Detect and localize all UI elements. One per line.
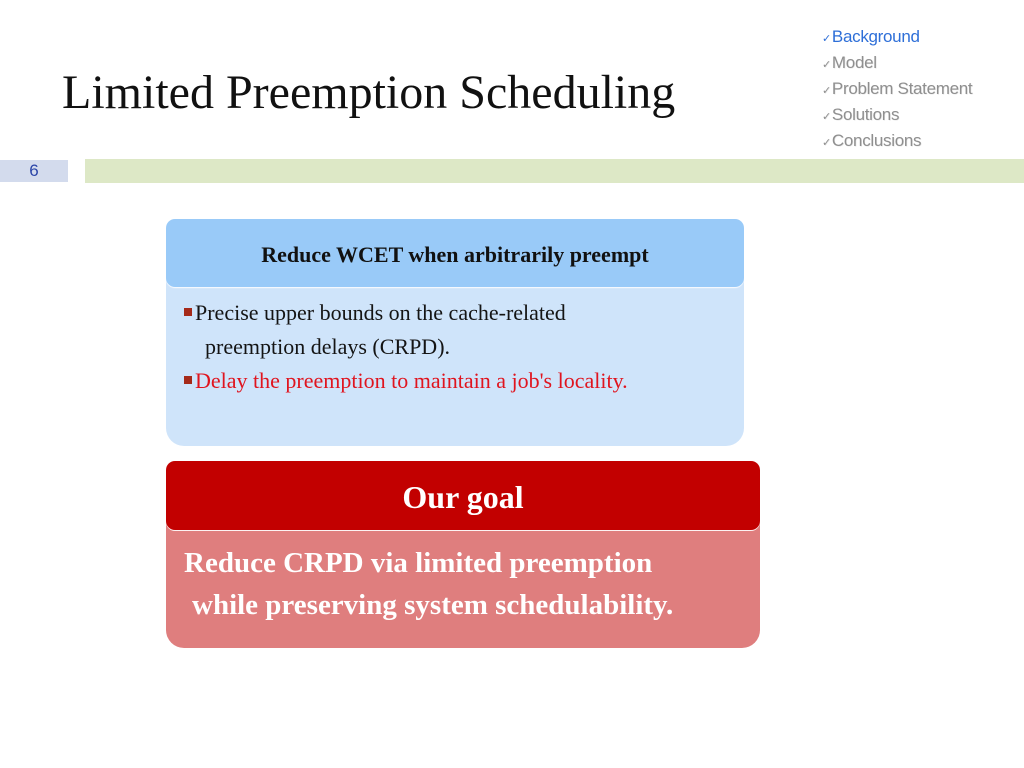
outline-item-label: Problem Statement: [831, 79, 973, 98]
outline-item-background[interactable]: [822, 25, 972, 51]
outline-item-solutions[interactable]: [822, 103, 972, 129]
bullet-square-icon: [184, 376, 192, 384]
header-divider-bar: [85, 159, 1024, 183]
checkmark-icon: ✓: [822, 111, 831, 123]
goal-text-line1: Reduce CRPD via limited preemption: [184, 547, 653, 579]
checkmark-icon: ✓: [822, 33, 831, 45]
outline-item-label: Solutions: [831, 105, 900, 124]
outline-item-label: Background: [831, 27, 920, 46]
bullet-text-continued: preemption delays (CRPD).: [205, 334, 451, 359]
outline-item-label: Model: [831, 53, 877, 72]
goal-box-heading: Our goal: [166, 461, 760, 530]
goal-text-line2: while preserving system schedulability.: [192, 589, 674, 621]
outline-item-model[interactable]: [822, 51, 972, 77]
bullet-text: Delay the preemption to maintain a job's locality.: [195, 368, 628, 393]
checkmark-icon: ✓: [822, 85, 831, 97]
outline-item-label: Conclusions: [831, 131, 922, 150]
page-number: 6: [0, 160, 68, 182]
bullet-item: [184, 296, 744, 364]
outline-item-conclusions[interactable]: [822, 129, 972, 155]
slide-title: Limited Preemption Scheduling: [62, 66, 676, 119]
wcet-box-heading: Reduce WCET when arbitrarily preempt: [166, 219, 744, 287]
bullet-text: Precise upper bounds on the cache-related: [195, 300, 566, 325]
checkmark-icon: ✓: [822, 59, 831, 71]
bullet-item: [184, 364, 744, 398]
goal-text: [184, 542, 760, 626]
outline-nav: [822, 25, 972, 155]
outline-item-problem-statement[interactable]: [822, 77, 972, 103]
bullet-square-icon: [184, 308, 192, 316]
wcet-bullet-list: [184, 296, 744, 398]
checkmark-icon: ✓: [822, 137, 831, 149]
